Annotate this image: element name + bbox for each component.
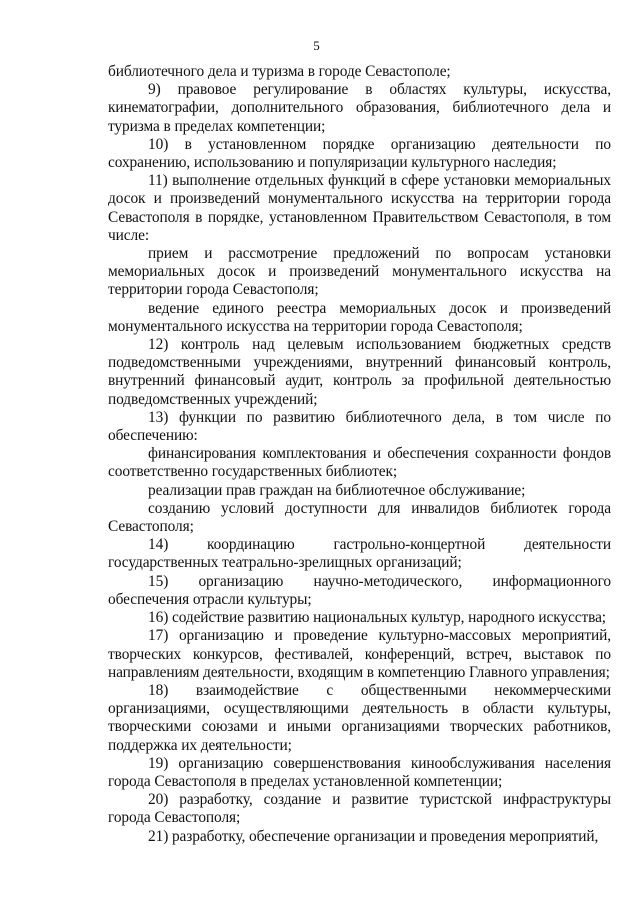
document-body [108,63,611,846]
paragraph: 19) организацию совершенствования кинообслуживания населения города Севастополя в пределах установленной компетенции; [108,754,611,790]
paragraph: 14) координацию гастрольно-концертной деятельности государственных театрально-зрелищных организаций; [108,536,611,572]
paragraph: 11) выполнение отдельных функций в сфере установки мемориальных досок и произведений монументального искусства на территории города Севастополя в порядке, установленном Правительством Севастополя, в том числе: [108,172,611,244]
paragraph: 13) функции по развитию библиотечного дела, в том числе по обеспечению: [108,408,611,445]
paragraph: прием и рассмотрение предложений по вопросам установки мемориальных досок и произведений монументального искусства на территории города Севастополя; [108,245,611,299]
paragraph: ведение единого реестра мемориальных досок и произведений монументального искусства на территории города Севастополя; [108,299,611,335]
page-number: 5 [313,38,320,53]
paragraph: 15) организацию научно-методического, информационного обеспечения отрасли культуры; [108,572,611,608]
paragraph: 12) контроль над целевым использованием бюджетных средств подведомственными учреждениями, внутренний финансовый контроль, внутренний финансовый аудит, контроль за профильной деятельностью подведомственных учреждений; [108,336,611,408]
paragraph: 21) разработку, обеспечение организации и проведения мероприятий, [148,827,599,845]
paragraph: созданию условий доступности для инвалидов библиотек города Севастополя; [108,499,611,536]
paragraph: 17) организацию и проведение культурно-массовых мероприятий, творческих конкурсов, фестивалей, конференций, встреч, выставок по направлениям деятельности, входящим в компетенцию Главного управления; [108,627,611,681]
paragraph: реализации прав граждан на библиотечное обслуживание; [148,481,526,499]
paragraph: 9) правовое регулирование в областях культуры, искусства, кинематографии, дополнительного образования, библиотечного дела и туризма в пределах компетенции; [108,81,611,135]
paragraph: библиотечного дела и туризма в городе Севастополе; [108,63,451,80]
paragraph: 20) разработку, создание и развитие туристской инфраструктуры города Севастополя; [108,791,611,827]
paragraph: 10) в установленном порядке организацию деятельности по сохранению, использованию и популяризации культурного наследия; [108,135,611,172]
paragraph: финансирования комплектования и обеспечения сохранности фондов соответственно государственных библиотек; [108,445,611,481]
paragraph: 16) содействие развитию национальных культур, народного искусства; [148,609,606,627]
paragraph: 18) взаимодействие с общественными некоммерческими организациями, осуществляющими деятельность в области культуры, творческими союзами и иными организациями творческих работников, поддержка их деятельности; [108,681,611,754]
